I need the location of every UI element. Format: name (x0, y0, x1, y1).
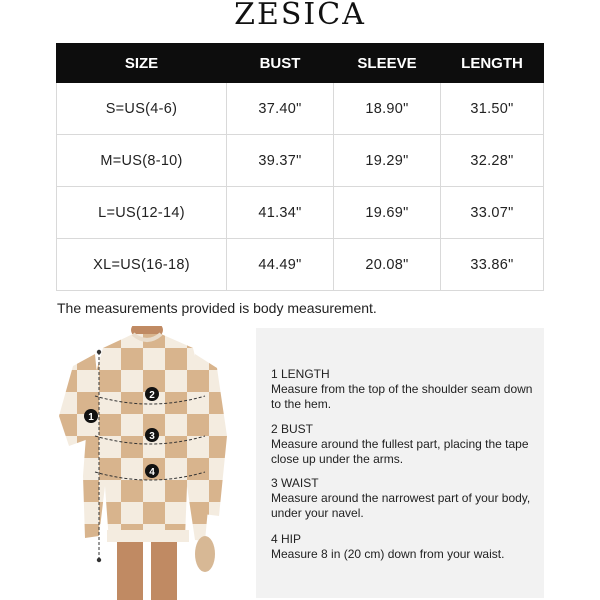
table-row (57, 83, 544, 135)
model-illustration (55, 326, 235, 600)
guide-waist-title: 3 WAIST (271, 476, 319, 490)
cell-bust: 39.37" (227, 135, 334, 187)
cell-sleeve: 20.08" (334, 239, 441, 291)
header-size: SIZE (57, 44, 227, 83)
model-figure (55, 326, 235, 600)
cell-length: 33.86" (441, 239, 544, 291)
brand-logo: ZESICA (234, 0, 366, 32)
guide-bust-title: 2 BUST (271, 422, 314, 436)
marker-3 (145, 428, 159, 442)
header-sleeve: SLEEVE (334, 44, 441, 83)
hem-band (107, 530, 189, 542)
guide-hip (271, 532, 541, 562)
marker-2 (145, 387, 159, 401)
measurement-guide-panel (256, 328, 544, 598)
header-bust: BUST (227, 44, 334, 83)
guide-length-text: Measure from the top of the shoulder seam down to the hem. (271, 382, 533, 411)
cell-bust: 44.49" (227, 239, 334, 291)
cell-bust: 37.40" (227, 83, 334, 135)
svg-text:1: 1 (88, 412, 94, 423)
cell-bust: 41.34" (227, 187, 334, 239)
cell-size: M=US(8-10) (57, 135, 227, 187)
handbag (195, 536, 215, 572)
cell-sleeve: 18.90" (334, 83, 441, 135)
guide-waist-text: Measure around the narrowest part of your body, under your navel. (271, 491, 531, 520)
guide-hip-text: Measure 8 in (20 cm) down from your waist. (271, 547, 505, 561)
cell-length: 31.50" (441, 83, 544, 135)
guide-bust (271, 422, 541, 467)
table-row (57, 239, 544, 291)
size-chart-table (56, 43, 544, 291)
marker-1 (84, 409, 98, 423)
svg-text:2: 2 (149, 390, 155, 401)
table-header-row (57, 44, 544, 83)
cell-size: L=US(12-14) (57, 187, 227, 239)
table-row (57, 135, 544, 187)
guide-bust-text: Measure around the fullest part, placing the tape close up under the arms. (271, 437, 529, 466)
header-length: LENGTH (441, 44, 544, 83)
cell-size: S=US(4-6) (57, 83, 227, 135)
guide-length (271, 367, 541, 412)
cell-sleeve: 19.29" (334, 135, 441, 187)
guide-waist (271, 476, 541, 521)
right-leg (151, 540, 177, 600)
cell-size: XL=US(16-18) (57, 239, 227, 291)
cell-length: 33.07" (441, 187, 544, 239)
guide-hip-title: 4 HIP (271, 532, 302, 546)
table-row (57, 187, 544, 239)
svg-text:3: 3 (149, 431, 155, 442)
svg-text:4: 4 (149, 467, 155, 478)
cell-sleeve: 19.69" (334, 187, 441, 239)
cell-length: 32.28" (441, 135, 544, 187)
measurement-note: The measurements provided is body measurement. (57, 300, 377, 316)
left-leg (117, 540, 143, 600)
marker-4 (145, 464, 159, 478)
guide-length-title: 1 LENGTH (271, 367, 330, 381)
